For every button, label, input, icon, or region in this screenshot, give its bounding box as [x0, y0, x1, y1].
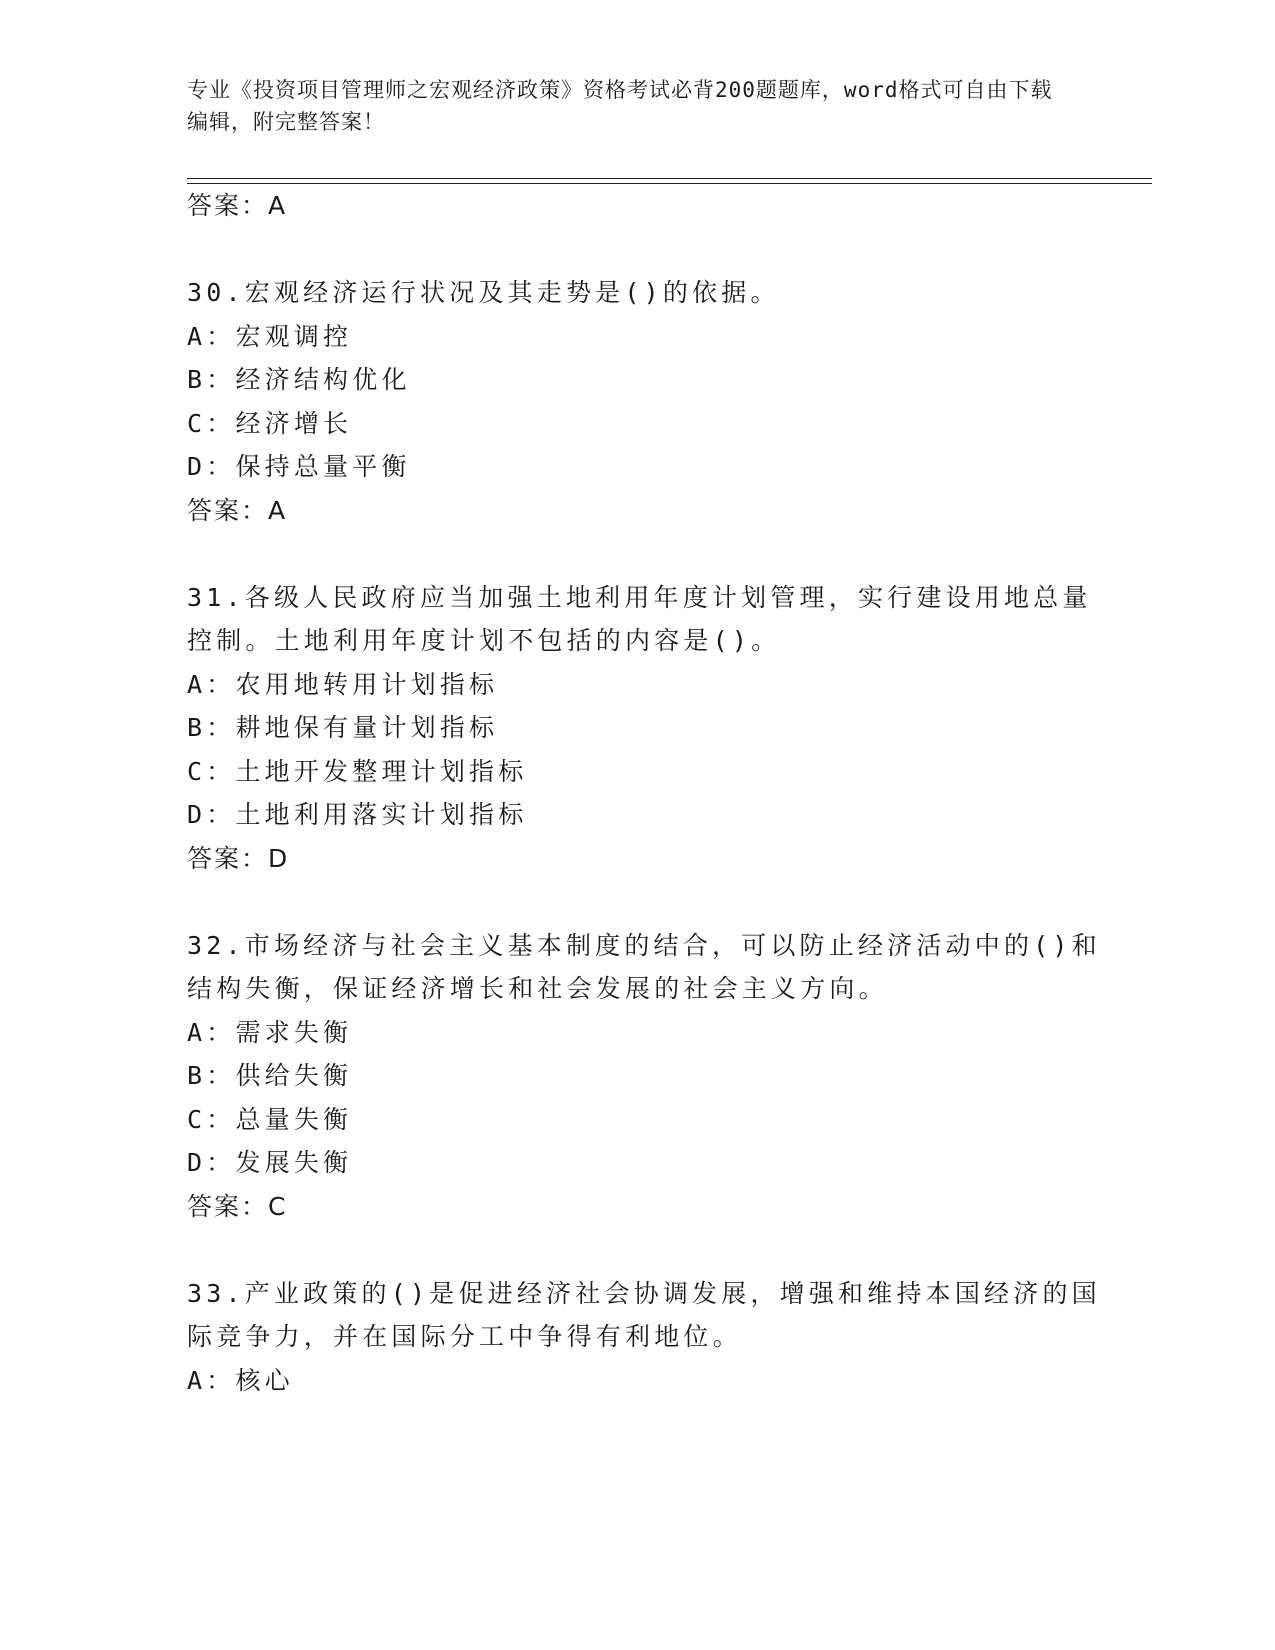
question-31-option-b: B：耕地保有量计划指标 [187, 713, 499, 742]
question-30-answer: 答案：A [187, 496, 288, 525]
question-31-option-d: D：土地利用落实计划指标 [187, 800, 528, 829]
question-32-option-b: B：供给失衡 [187, 1061, 353, 1090]
document-header: 专业《投资项目管理师之宏观经济政策》资格考试必背200题题库，word格式可自由下载编辑，附完整答案！ [187, 78, 1053, 134]
header-divider-top [187, 178, 1152, 179]
question-31-option-a: A：农用地转用计划指标 [187, 670, 499, 699]
question-33-line-1: 33.产业政策的()是促进经济社会协调发展，增强和维持本国经济的国 [187, 1279, 1101, 1308]
question-33-option-a: A：核心 [187, 1366, 294, 1395]
question-30-option-c: C：经济增长 [187, 409, 353, 438]
question-31-line-1: 31.各级人民政府应当加强土地利用年度计划管理，实行建设用地总量 [187, 583, 1092, 612]
question-32-option-a: A：需求失衡 [187, 1018, 353, 1047]
question-30-option-a: A：宏观调控 [187, 322, 353, 351]
question-30-option-d: D：保持总量平衡 [187, 452, 411, 481]
question-31-option-c: C：土地开发整理计划指标 [187, 757, 528, 786]
question-31-line-2: 控制。土地利用年度计划不包括的内容是()。 [187, 626, 781, 655]
question-32-option-c: C：总量失衡 [187, 1105, 353, 1134]
question-32-line-2: 结构失衡，保证经济增长和社会发展的社会主义方向。 [187, 974, 888, 1003]
question-33-line-2: 际竞争力，并在国际分工中争得有利地位。 [187, 1322, 742, 1351]
header-divider-bottom [187, 183, 1152, 184]
question-30-option-b: B：经济结构优化 [187, 365, 411, 394]
question-30-line-1: 30.宏观经济运行状况及其走势是()的依据。 [187, 278, 780, 307]
question-32-option-d: D：发展失衡 [187, 1148, 353, 1177]
question-32-answer: 答案：C [187, 1192, 288, 1221]
question-32-line-1: 32.市场经济与社会主义基本制度的结合，可以防止经济活动中的()和 [187, 931, 1101, 960]
prev-answer: 答案：A [187, 191, 288, 220]
question-31-answer: 答案：D [187, 844, 290, 873]
